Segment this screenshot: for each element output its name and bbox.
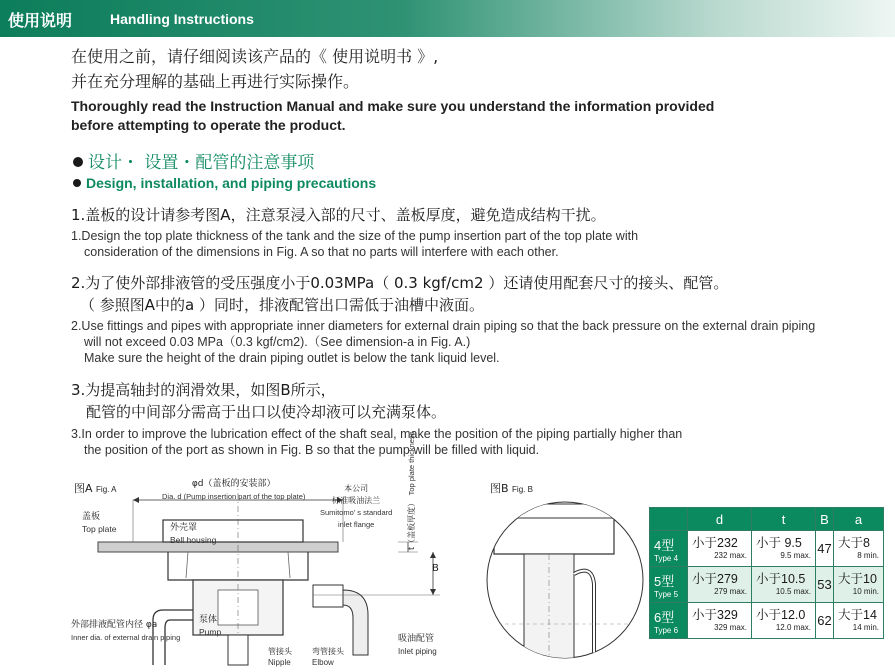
type-cell: 6型 Type 6 xyxy=(650,603,688,639)
fig-a-thickness-label: t（盖板厚度） Top plate thickness xyxy=(407,431,416,550)
item-2-cn-line2: （ 参照图A中的a ）同时，排液配管出口需低于油槽中液面。 xyxy=(80,296,484,314)
table-corner-cell xyxy=(650,508,688,531)
fig-a-elbow-label: 弯管接头 Elbow xyxy=(312,647,344,667)
intro-en-line1: Thoroughly read the Instruction Manual and make sure you understand the information provided xyxy=(71,98,715,114)
fig-a-title: 图A Fig. A xyxy=(74,482,117,495)
d-cell: 小于232 232 max. xyxy=(688,531,752,567)
fig-a-drain-label: 外部排液配管内径 φa Inner dia. of external drain piping xyxy=(71,620,181,642)
intro-cn-line2: 并在充分理解的基础上再进行实际操作。 xyxy=(71,72,360,91)
type-cell: 5型 Type 5 xyxy=(650,567,688,603)
item-3-cn-line1: 3.为提高轴封的润滑效果，如图B所示， xyxy=(71,381,336,399)
table-row xyxy=(650,531,884,567)
item-1-en: 1.Design the top plate thickness of the tank and the size of the pump insertion part of the top plate with consideration of the dimensions in Fig. A so that no parts will interfere with each other. xyxy=(71,229,639,259)
table-header-row xyxy=(650,508,884,531)
table-row xyxy=(650,603,884,639)
fig-a-flange-label: 本公司 标准吸油法兰 Sumitomo' s standard inlet flange xyxy=(320,484,393,529)
section-header-bar xyxy=(0,0,895,37)
t-cell: 小于12.0 12.0 max. xyxy=(752,603,816,639)
bullet-icon xyxy=(73,157,83,167)
t-cell: 小于10.5 10.5 max. xyxy=(752,567,816,603)
table-header-a: a xyxy=(834,508,884,531)
spec-table xyxy=(649,507,884,639)
a-cell: 大于8 8 min. xyxy=(834,531,884,567)
fig-a-top-plate-label: 盖板 Top plate xyxy=(82,512,117,534)
header-title-cn: 使用说明 xyxy=(8,11,73,30)
item-2-en: 2.Use fittings and pipes with appropriate inner diameters for external drain piping so that the back pressure on the external drain piping will not exceed 0.03 MPa（0.3 kgf/cm2).（See dimension-a in Fig. A.) Make sure the height of the drain piping outlet is below the tank liquid level. xyxy=(71,319,816,365)
bullet-icon xyxy=(73,179,81,187)
table-header-d: d xyxy=(688,508,752,531)
fig-a-nipple-label: 管接头 Nipple xyxy=(268,647,292,667)
fig-a-bell-label: 外壳罩 Bell housing xyxy=(170,523,217,545)
fig-a-inlet-label: 吸油配管 Inlet piping xyxy=(398,634,437,656)
b-cell: 62 xyxy=(816,603,834,639)
fig-b-title: 图B Fig. B xyxy=(490,482,533,495)
intro-en-line2: before attempting to operate the product. xyxy=(71,117,346,133)
fig-a-pump-label: 泵体 Pump xyxy=(199,615,222,637)
a-cell: 大于14 14 min. xyxy=(834,603,884,639)
a-cell: 大于10 10 min. xyxy=(834,567,884,603)
t-cell: 小于 9.5 9.5 max. xyxy=(752,531,816,567)
d-cell: 小于329 329 max. xyxy=(688,603,752,639)
item-3-cn-line2: 配管的中间部分需高于出口以使冷却液可以充满泵体。 xyxy=(86,403,447,421)
table-row xyxy=(650,567,884,603)
section-title-cn: 设计・ 设置・配管的注意事项 xyxy=(73,148,314,173)
table-header-b: B xyxy=(816,508,834,531)
intro-cn-line1: 在使用之前，请仔细阅读该产品的《 使用说明书 》, xyxy=(71,47,439,66)
type-cell: 4型 Type 4 xyxy=(650,531,688,567)
fig-b-drawing xyxy=(484,494,646,670)
section-title-en: Design, installation, and piping precautions xyxy=(73,175,376,191)
item-3-en: 3.In order to improve the lubrication effect of the shaft seal, make the position of the piping partially higher than the position of the port as shown in Fig. B so that the pump will be filled with liquid. xyxy=(71,427,683,457)
fig-a-b-label: B xyxy=(432,563,439,574)
item-2-cn-line1: 2.为了使外部排液管的受压强度小于0.03MPa（ 0.3 kgf/cm2 ）还请使用配套尺寸的接头、配管。 xyxy=(71,274,729,292)
fig-a-dia-d-label: φd（盖板的安装部） Dia. d (Pump insertion part of the top plate) xyxy=(162,479,306,501)
d-cell: 小于279 279 max. xyxy=(688,567,752,603)
b-cell: 47 xyxy=(816,531,834,567)
header-title-en: Handling Instructions xyxy=(110,11,254,27)
item-1-cn: 1.盖板的设计请参考图A，注意泵浸入部的尺寸、盖板厚度，避免造成结构干扰。 xyxy=(71,206,606,224)
b-cell: 53 xyxy=(816,567,834,603)
table-header-t: t xyxy=(752,508,816,531)
